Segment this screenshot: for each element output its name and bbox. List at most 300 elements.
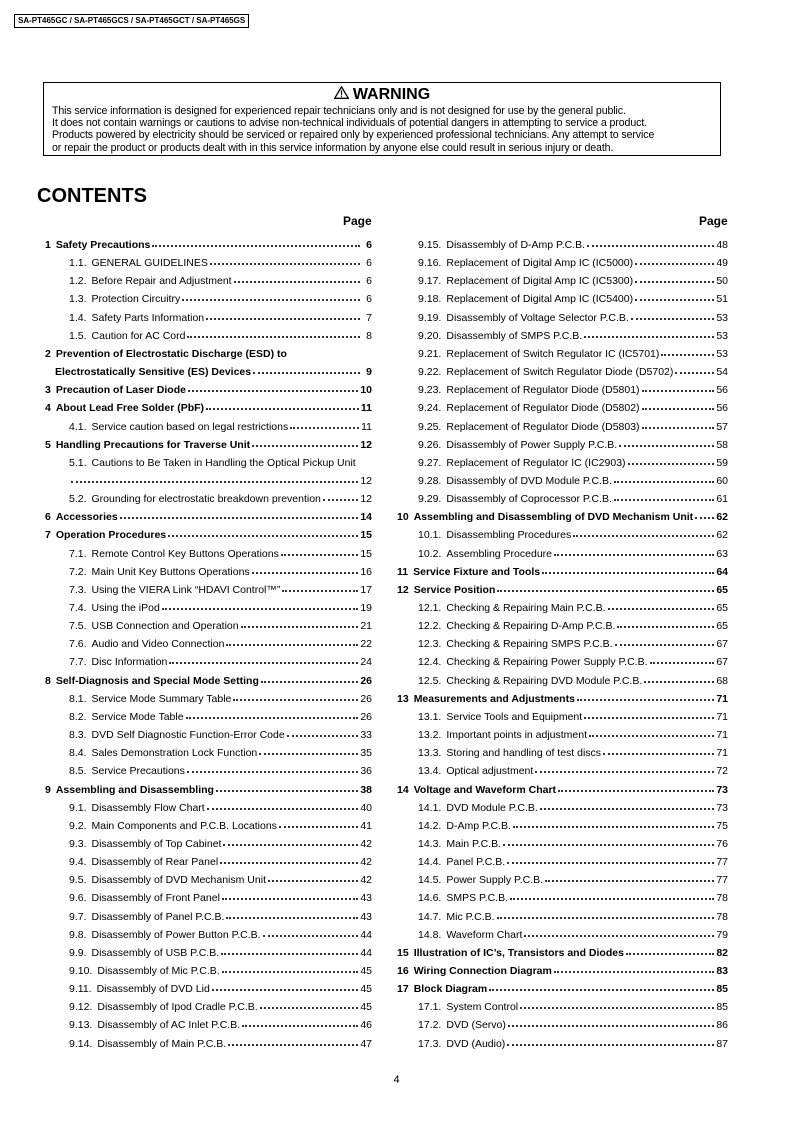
toc-entry-title: Replacement of Digital Amp IC (IC5300): [446, 275, 634, 288]
toc-entry-page: 46: [360, 1019, 372, 1032]
toc-entry[interactable]: [418, 236, 728, 254]
toc-entry-page: 68: [716, 674, 728, 687]
toc-entry[interactable]: [69, 272, 372, 290]
toc-entry-title: Disassembly Flow Chart: [91, 801, 205, 814]
toc-entry-number: 5: [45, 438, 51, 451]
toc-entry-page: 15: [360, 529, 372, 542]
toc-entry-number: 7.3.: [69, 583, 87, 596]
toc-entry[interactable]: [418, 672, 728, 690]
toc-entry-page: 36: [360, 765, 372, 778]
toc-entry-title: Disassembly of Front Panel: [91, 892, 220, 905]
toc-entry[interactable]: [418, 817, 728, 835]
toc-entry-title: Replacement of Regulator Diode (D5803): [446, 420, 640, 433]
toc-entry[interactable]: [69, 889, 372, 907]
toc-entry-page: 83: [716, 965, 728, 977]
toc-entry[interactable]: [69, 1035, 372, 1053]
toc-entry-number: 14.5.: [418, 874, 442, 887]
toc-entry[interactable]: [418, 418, 728, 436]
toc-entry-number: 9.22.: [418, 366, 442, 379]
toc-entry-number: 1: [45, 239, 51, 251]
toc-entry-page: 48: [716, 239, 728, 251]
toc-leader-dots: [617, 626, 714, 628]
toc-entry[interactable]: [418, 472, 728, 490]
toc-entry-page: 61: [716, 493, 728, 506]
warning-line: or repair the product or products dealt with in this service information by anyone else could result in serious injury or death.: [52, 141, 614, 154]
toc-entry-page: 11: [360, 402, 372, 415]
toc-entry[interactable]: [418, 254, 728, 272]
toc-entry[interactable]: [69, 581, 372, 599]
toc-entry[interactable]: [418, 272, 728, 290]
toc-leader-dots: [282, 590, 358, 592]
toc-leader-dots: [222, 971, 359, 973]
toc-entry-page: 11: [361, 420, 372, 433]
toc-leader-dots: [497, 917, 715, 919]
toc-entry-number: 13.3.: [418, 747, 442, 760]
toc-entry-page: 67: [716, 638, 728, 651]
toc-entry[interactable]: [397, 581, 728, 599]
toc-leader-dots: [223, 844, 358, 846]
toc-entry-title: Replacement of Regulator IC (IC2903): [446, 456, 626, 469]
toc-leader-dots: [644, 681, 714, 683]
toc-entry[interactable]: [418, 526, 728, 544]
toc-leader-dots: [221, 953, 358, 955]
toc-entry-page: 16: [360, 565, 372, 578]
toc-leader-dots: [628, 463, 715, 465]
toc-entry[interactable]: [418, 853, 728, 871]
toc-entry-page: 22: [360, 638, 372, 651]
model-number-header: SA-PT465GC / SA-PT465GCS / SA-PT465GCT / SA-PT465GS: [14, 14, 249, 28]
toc-entry-title: Using the iPod: [91, 602, 160, 614]
toc-entry[interactable]: [69, 254, 372, 272]
toc-entry-page: 71: [716, 710, 728, 723]
toc-entry[interactable]: [397, 690, 728, 708]
toc-entry-title: System Control: [446, 1001, 519, 1014]
toc-entry-number: 11: [397, 565, 409, 578]
toc-entry-title: Caution for AC Cord: [91, 329, 186, 342]
toc-leader-dots: [642, 390, 715, 392]
toc-entry-page: 51: [716, 293, 728, 306]
toc-leader-dots: [241, 626, 359, 628]
toc-leader-dots: [182, 299, 360, 301]
toc-entry-title: Sales Demonstration Lock Function: [91, 747, 258, 760]
toc-entry-number: 9.24.: [418, 402, 442, 415]
toc-entry-number: 7.4.: [69, 602, 87, 614]
toc-entry-page: 57: [716, 420, 728, 433]
toc-entry-number: 9.18.: [418, 293, 442, 306]
toc-entry[interactable]: [69, 799, 372, 817]
toc-leader-dots: [589, 735, 714, 737]
toc-entry[interactable]: [69, 980, 372, 998]
toc-entry[interactable]: [45, 381, 372, 399]
toc-leader-dots: [503, 844, 714, 846]
toc-entry-title: Replacement of Regulator Diode (D5802): [446, 402, 640, 415]
toc-entry-number: 9: [45, 783, 51, 796]
toc-entry[interactable]: [69, 617, 372, 635]
toc-entry[interactable]: [418, 290, 728, 308]
warning-text: [52, 105, 712, 154]
toc-entry[interactable]: [45, 399, 372, 417]
toc-entry[interactable]: [45, 672, 372, 690]
toc-entry[interactable]: [69, 454, 372, 472]
toc-entry-number: 1.4.: [69, 311, 87, 324]
toc-leader-dots: [216, 790, 358, 792]
toc-leader-dots: [222, 898, 358, 900]
toc-entry-page: 19: [360, 602, 372, 614]
toc-entry-page: 63: [716, 547, 728, 560]
toc-entry-page: 77: [716, 856, 728, 869]
toc-entry-title: About Lead Free Solder (PbF): [55, 402, 205, 415]
toc-leader-dots: [661, 354, 714, 356]
page-number: 4: [393, 1074, 400, 1086]
toc-entry-page: 49: [716, 257, 728, 270]
toc-entry-number: 14.4.: [418, 856, 442, 869]
toc-entry[interactable]: [69, 653, 372, 671]
toc-entry-title: Disassembly of DVD Mechanism Unit: [91, 874, 266, 887]
toc-leader-dots: [507, 1044, 714, 1046]
toc-entry-number: 3: [45, 384, 51, 397]
contents-title: CONTENTS: [37, 185, 147, 207]
toc-entry-page: 71: [716, 747, 728, 760]
toc-entry-page: 6: [366, 257, 372, 270]
toc-entry[interactable]: [69, 817, 372, 835]
toc-entry-number: 13: [397, 692, 409, 705]
toc-entry[interactable]: [69, 926, 372, 944]
toc-entry[interactable]: [55, 363, 372, 381]
toc-entry-number: 14.1.: [418, 801, 442, 814]
toc-entry[interactable]: [45, 526, 372, 544]
toc-leader-dots: [642, 408, 715, 410]
toc-entry-page: 78: [716, 892, 728, 905]
toc-entry[interactable]: [397, 508, 728, 526]
toc-entry[interactable]: [418, 436, 728, 454]
toc-entry-number: 8: [45, 674, 51, 687]
toc-entry[interactable]: [45, 508, 372, 526]
toc-entry-title: Replacement of Digital Amp IC (IC5000): [446, 257, 634, 270]
toc-entry[interactable]: [45, 236, 372, 254]
toc-leader-dots: [162, 608, 359, 610]
toc-entry-page: 53: [716, 329, 728, 342]
toc-entry-page: 79: [716, 928, 728, 941]
toc-entry[interactable]: [418, 926, 728, 944]
toc-entry-page: 10: [360, 384, 372, 397]
toc-entry-title: Important points in adjustment: [446, 729, 588, 742]
toc-entry-page: 78: [716, 910, 728, 923]
toc-entry-page: 24: [360, 656, 372, 669]
toc-entry[interactable]: [418, 363, 728, 381]
toc-leader-dots: [510, 898, 714, 900]
toc-entry[interactable]: [418, 635, 728, 653]
toc-entry[interactable]: [69, 563, 372, 581]
toc-entry-title: Replacement of Regulator Diode (D5801): [446, 384, 640, 397]
toc-entry[interactable]: [418, 381, 728, 399]
toc-leader-dots: [642, 427, 715, 429]
toc-entry-page: 14: [360, 511, 372, 524]
toc-entry-number: 13.4.: [418, 765, 442, 778]
toc-entry[interactable]: [69, 290, 372, 308]
toc-entry-number: 9.3.: [69, 837, 87, 850]
toc-entry-number: 10.2.: [418, 547, 442, 560]
toc-entry-number: 9.23.: [418, 384, 442, 397]
toc-entry[interactable]: [69, 908, 372, 926]
toc-entry[interactable]: [69, 635, 372, 653]
toc-entry-title: Prevention of Electrostatic Discharge (ESD) to: [55, 347, 287, 360]
warning-title: [52, 85, 712, 105]
toc-entry[interactable]: [418, 708, 728, 726]
toc-entry-page: 38: [360, 783, 372, 796]
warning-title-text: WARNING: [352, 86, 431, 103]
toc-entry-number: 5.2.: [69, 493, 87, 506]
toc-leader-dots: [497, 590, 714, 592]
toc-entry-number: 17.2.: [418, 1019, 442, 1032]
toc-entry[interactable]: [69, 871, 372, 889]
toc-entry-number: 17: [397, 983, 409, 996]
toc-entry[interactable]: [418, 1016, 728, 1034]
toc-entry[interactable]: [45, 345, 372, 363]
toc-entry-page: 50: [716, 275, 728, 288]
toc-entry-number: 4.1.: [69, 420, 87, 433]
toc-entry[interactable]: [69, 726, 372, 744]
toc-entry[interactable]: [397, 980, 728, 998]
toc-entry[interactable]: [69, 490, 372, 508]
toc-entry-title: Measurements and Adjustments: [413, 692, 575, 705]
toc-entry[interactable]: [418, 835, 728, 853]
toc-entry-number: 1.3.: [69, 293, 87, 306]
toc-entry[interactable]: [397, 781, 728, 799]
toc-entry-title: Optical adjustment: [446, 765, 534, 778]
toc-entry[interactable]: [418, 871, 728, 889]
toc-entry-number: 9.28.: [418, 474, 442, 487]
toc-entry[interactable]: [69, 962, 372, 980]
toc-entry-title: DVD Self Diagnostic Function-Error Code: [91, 729, 285, 742]
toc-entry-title: Operation Procedures: [55, 529, 167, 542]
toc-entry-number: 9.5.: [69, 874, 87, 887]
toc-entry[interactable]: [418, 309, 728, 327]
toc-entry-title: Disassembly of Power Supply P.C.B.: [446, 438, 618, 451]
toc-entry-number: 15: [397, 946, 409, 959]
toc-leader-dots: [187, 336, 360, 338]
toc-leader-dots: [524, 935, 714, 937]
toc-entry[interactable]: [418, 1035, 728, 1053]
toc-leader-dots: [259, 753, 358, 755]
toc-entry-number: 7: [45, 529, 51, 542]
toc-entry-page: 41: [360, 819, 372, 832]
toc-entry[interactable]: [418, 726, 728, 744]
toc-entry-number: 8.4.: [69, 747, 87, 760]
toc-leader-dots: [268, 880, 358, 882]
toc-entry-page: 71: [716, 692, 728, 705]
toc-entry-title: Disassembly of Mic P.C.B.: [97, 965, 220, 977]
toc-entry-title: Service Precautions: [91, 765, 185, 778]
toc-entry-page: 56: [716, 384, 728, 397]
toc-leader-dots: [206, 318, 360, 320]
toc-entry-number: 8.1.: [69, 692, 87, 705]
toc-entry[interactable]: [418, 545, 728, 563]
toc-entry-title: Main Components and P.C.B. Locations: [91, 819, 277, 832]
toc-leader-dots: [186, 717, 359, 719]
toc-entry-page: 71: [716, 729, 728, 742]
toc-entry[interactable]: [418, 799, 728, 817]
toc-entry-title: Disassembly of Coprocessor P.C.B.: [446, 493, 612, 506]
toc-leader-dots: [169, 662, 358, 664]
toc-entry[interactable]: [69, 835, 372, 853]
toc-leader-dots: [584, 336, 714, 338]
toc-entry-title: Disassembly of AC Inlet P.C.B.: [97, 1019, 241, 1032]
toc-entry[interactable]: [69, 762, 372, 780]
toc-entry[interactable]: [397, 944, 728, 962]
toc-entry[interactable]: [69, 944, 372, 962]
toc-entry-number: 9.15.: [418, 239, 442, 251]
toc-entry-number: 2: [45, 347, 51, 360]
toc-entry-number: 12.4.: [418, 656, 442, 669]
toc-leader-dots: [263, 935, 359, 937]
toc-entry-page: 26: [360, 674, 372, 687]
toc-entry[interactable]: [418, 744, 728, 762]
toc-entry[interactable]: [69, 309, 372, 327]
toc-entry-number: 12.1.: [418, 602, 442, 614]
toc-entry-page: 73: [716, 801, 728, 814]
toc-entry-number: 10: [397, 511, 409, 524]
toc-entry[interactable]: [69, 744, 372, 762]
toc-entry-page: 7: [366, 311, 372, 324]
toc-leader-dots: [212, 989, 359, 991]
toc-entry-title: Service Mode Table: [91, 710, 184, 723]
toc-leader-dots: [619, 445, 714, 447]
toc-entry-number: 7.5.: [69, 620, 87, 633]
toc-entry-title: Safety Precautions: [55, 239, 151, 251]
toc-entry-page: 26: [360, 710, 372, 723]
toc-leader-dots: [226, 644, 358, 646]
toc-entry-number: 9.11.: [69, 983, 92, 996]
toc-entry-page: 75: [716, 819, 728, 832]
toc-entry-number: 9.17.: [418, 275, 442, 288]
toc-entry-number: 8.2.: [69, 710, 87, 723]
toc-entry-number: 9.8.: [69, 928, 87, 941]
toc-entry-page: 82: [716, 946, 728, 959]
toc-entry[interactable]: [69, 472, 372, 490]
toc-entry-title: Disassembly of USB P.C.B.: [91, 946, 220, 959]
toc-entry-page: 35: [360, 747, 372, 760]
toc-entry-title: Remote Control Key Buttons Operations: [91, 547, 279, 560]
toc-entry-title: Self-Diagnosis and Special Mode Setting: [55, 674, 259, 687]
toc-leader-dots: [635, 299, 714, 301]
toc-entry-page: 54: [716, 366, 728, 379]
toc-entry-page: 43: [360, 892, 372, 905]
toc-entry[interactable]: [69, 545, 372, 563]
toc-entry-number: 13.1.: [418, 710, 442, 723]
toc-leader-dots: [187, 771, 358, 773]
toc-entry-title: Main P.C.B.: [446, 837, 502, 850]
toc-entry[interactable]: [69, 327, 372, 345]
toc-entry-title: Handling Precautions for Traverse Unit: [55, 438, 251, 451]
toc-entry[interactable]: [397, 962, 728, 980]
toc-entry-title: Mic P.C.B.: [446, 910, 495, 923]
toc-entry[interactable]: [418, 599, 728, 617]
toc-entry-title: Audio and Video Connection: [91, 638, 225, 651]
toc-leader-dots: [226, 917, 358, 919]
toc-entry[interactable]: [418, 908, 728, 926]
toc-entry-page: 6: [366, 239, 372, 251]
toc-entry[interactable]: [69, 998, 372, 1016]
toc-entry[interactable]: [418, 345, 728, 363]
toc-leader-dots: [695, 517, 714, 519]
toc-entry-number: 14.7.: [418, 910, 442, 923]
toc-leader-dots: [584, 717, 714, 719]
toc-leader-dots: [242, 1025, 358, 1027]
toc-entry-page: 6: [366, 275, 372, 288]
toc-entry[interactable]: [45, 781, 372, 799]
toc-entry-page: 85: [716, 1001, 728, 1014]
toc-leader-dots: [287, 735, 359, 737]
toc-entry[interactable]: [69, 418, 372, 436]
toc-entry-number: 9.27.: [418, 456, 442, 469]
toc-entry[interactable]: [418, 762, 728, 780]
toc-entry-title: Disc Information: [91, 656, 168, 669]
toc-entry[interactable]: [418, 327, 728, 345]
toc-leader-dots: [631, 318, 714, 320]
toc-leader-dots: [587, 245, 714, 247]
toc-entry-number: 16: [397, 965, 409, 977]
toc-entry[interactable]: [69, 690, 372, 708]
toc-entry[interactable]: [418, 399, 728, 417]
toc-leader-dots: [279, 826, 358, 828]
toc-entry[interactable]: [45, 436, 372, 454]
toc-leader-dots: [650, 662, 715, 664]
toc-entry-title: Service Position: [413, 583, 496, 596]
toc-entry-title: Precaution of Laser Diode: [55, 384, 186, 397]
toc-entry[interactable]: [418, 454, 728, 472]
toc-entry[interactable]: [418, 889, 728, 907]
toc-entry-title: SMPS P.C.B.: [446, 892, 509, 905]
toc-entry-number: 9.4.: [69, 856, 87, 869]
toc-entry-number: 9.9.: [69, 946, 87, 959]
toc-entry[interactable]: [69, 708, 372, 726]
toc-entry-title: Service Tools and Equipment: [446, 710, 583, 723]
toc-leader-dots: [635, 263, 714, 265]
toc-entry-number: 9.7.: [69, 910, 87, 923]
toc-entry-title: Electrostatically Sensitive (ES) Devices: [55, 366, 252, 379]
toc-entry-number: 9.29.: [418, 493, 442, 506]
toc-entry-title: Safety Parts Information: [91, 311, 205, 324]
toc-entry[interactable]: [418, 617, 728, 635]
toc-leader-dots: [152, 245, 360, 247]
toc-entry-page: 77: [716, 874, 728, 887]
toc-entry-page: 53: [716, 311, 728, 324]
toc-leader-dots: [260, 1007, 359, 1009]
toc-entry-title: Disassembly of Power Button P.C.B.: [91, 928, 261, 941]
toc-entry-title: Disassembly of DVD Lid: [96, 983, 210, 996]
toc-entry-page: 8: [366, 329, 372, 342]
warning-line: This service information is designed for experienced repair technicians only and is not designed for use by the general public.: [52, 105, 626, 117]
toc-entry[interactable]: [69, 1016, 372, 1034]
toc-entry[interactable]: [69, 599, 372, 617]
toc-entry-number: 7.1.: [69, 547, 87, 560]
toc-entry-number: 9.13.: [69, 1019, 93, 1032]
toc-entry-page: 15: [360, 547, 372, 560]
toc-entry[interactable]: [418, 490, 728, 508]
toc-leader-dots: [603, 753, 714, 755]
toc-entry[interactable]: [69, 853, 372, 871]
toc-leader-dots: [675, 372, 714, 374]
toc-leader-dots: [608, 608, 715, 610]
toc-entry-page: 12: [360, 438, 372, 451]
toc-entry[interactable]: [418, 998, 728, 1016]
toc-entry-number: 17.3.: [418, 1037, 442, 1050]
toc-entry-page: 87: [716, 1037, 728, 1050]
toc-entry[interactable]: [418, 653, 728, 671]
toc-leader-dots: [323, 499, 358, 501]
toc-entry[interactable]: [397, 563, 728, 581]
toc-entry-page: 62: [716, 529, 728, 542]
